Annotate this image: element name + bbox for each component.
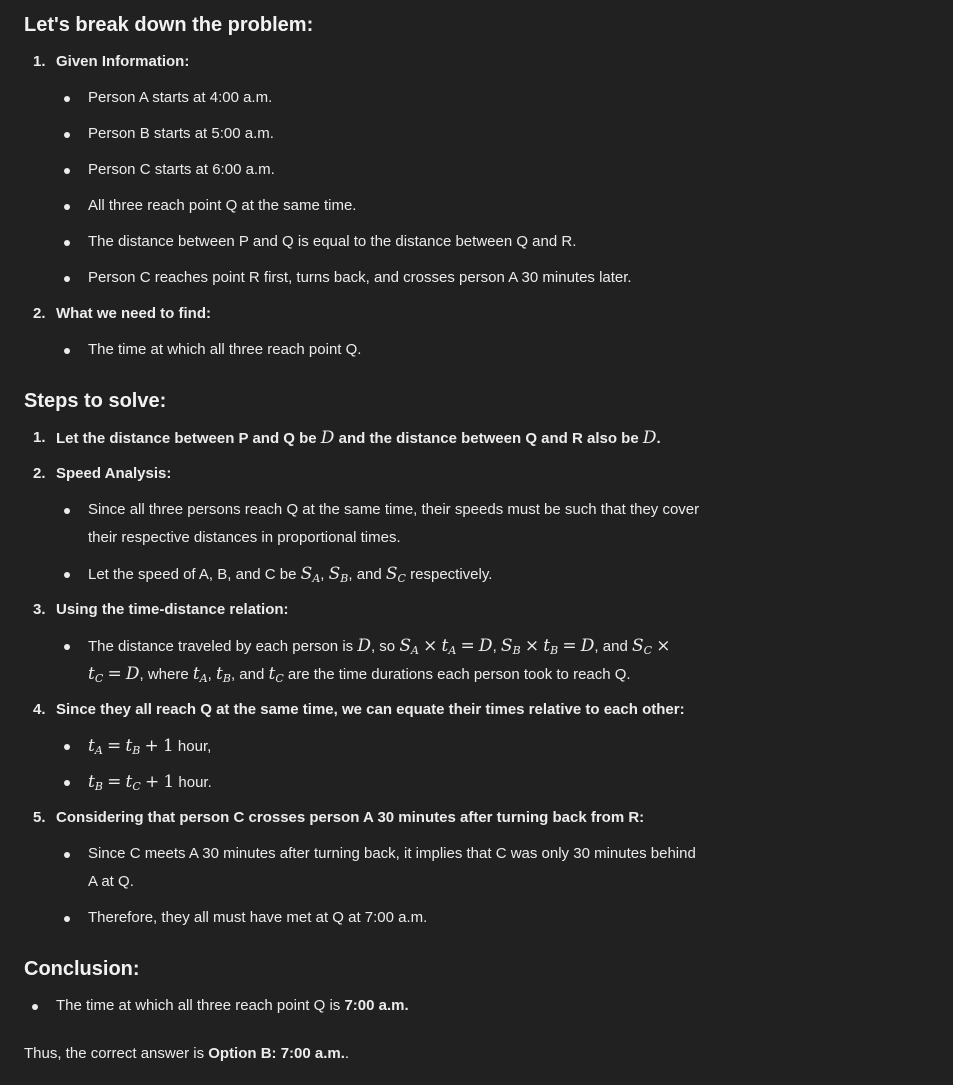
bullet — [64, 852, 70, 858]
list-item: $t_B = t_C + 1$ hour. — [88, 772, 212, 793]
list-item: Since C meets A 30 minutes after turning back, it implies that C was only 30 minutes behind — [88, 845, 696, 862]
list-number: 1. — [33, 429, 46, 446]
bullet — [64, 508, 70, 514]
list-item: Since all three persons reach Q at the same time, their speeds must be such that they cover — [88, 501, 700, 518]
list-number: 2. — [33, 465, 46, 482]
list-item: Person C reaches point R first, turns back, and crosses person A 30 minutes later. — [88, 269, 632, 286]
list-item: Person A starts at 4:00 a.m. — [88, 89, 273, 106]
list-item: $t_A = t_B + 1$ hour, — [88, 736, 212, 757]
list-item: All three reach point Q at the same time. — [88, 197, 357, 214]
section-title-find: What we need to find: — [56, 305, 211, 322]
list-number: 5. — [33, 809, 46, 826]
bullet — [64, 572, 70, 578]
heading-conclusion: Conclusion: — [24, 958, 140, 980]
list-item: Let the speed of A, B, and C be $S_A$, $S_B$, and $S_C$ respectively. — [88, 564, 493, 585]
list-item: The distance between P and Q is equal to the distance between Q and R. — [88, 233, 577, 250]
list-number: 1. — [33, 53, 46, 70]
heading-breakdown: Let's break down the problem: — [24, 14, 314, 36]
list-number: 3. — [33, 601, 46, 618]
bullet — [64, 780, 70, 786]
step-1-text: Let the distance between P and Q be D and the distance between Q and R also be D. — [56, 428, 661, 448]
section-title-crossing: Considering that person C crosses person A 30 minutes after turning back from R: — [56, 809, 645, 826]
list-item: Person C starts at 6:00 a.m. — [88, 161, 275, 178]
conclusion-item: The time at which all three reach point Q is 7:00 a.m. — [56, 997, 409, 1014]
bullet — [64, 132, 70, 138]
list-item-continuation: $t_C = D$, where $t_A$, $t_B$, and $t_C$ are the time durations each person took to reach Q. — [88, 664, 631, 685]
bullet — [64, 240, 70, 246]
bullet — [64, 744, 70, 750]
list-item: Therefore, they all must have met at Q at 7:00 a.m. — [88, 909, 428, 926]
bullet — [64, 348, 70, 354]
bullet — [64, 168, 70, 174]
bullet — [64, 916, 70, 922]
bullet — [64, 96, 70, 102]
heading-steps: Steps to solve: — [24, 390, 167, 412]
bullet — [64, 644, 70, 650]
list-item-continuation: A at Q. — [88, 873, 134, 890]
final-answer: Thus, the correct answer is Option B: 7:00 a.m.. — [24, 1045, 350, 1062]
list-item: Person B starts at 5:00 a.m. — [88, 125, 274, 142]
section-title-speed: Speed Analysis: — [56, 465, 172, 482]
section-title-given: Given Information: — [56, 53, 190, 70]
bullet — [64, 204, 70, 210]
list-item: The time at which all three reach point Q. — [88, 341, 362, 358]
list-item-continuation: their respective distances in proportional times. — [88, 529, 401, 546]
bullet — [64, 276, 70, 282]
list-item: The distance traveled by each person is D, so $S_A \times t_A = D$, $S_B \times t_B = D$, and $S_C$ × — [88, 636, 671, 657]
bullet — [32, 1004, 38, 1010]
section-title-equate: Since they all reach Q at the same time, we can equate their times relative to each other: — [56, 701, 685, 718]
section-title-relation: Using the time-distance relation: — [56, 601, 289, 618]
list-number: 4. — [33, 701, 46, 718]
list-number: 2. — [33, 305, 46, 322]
